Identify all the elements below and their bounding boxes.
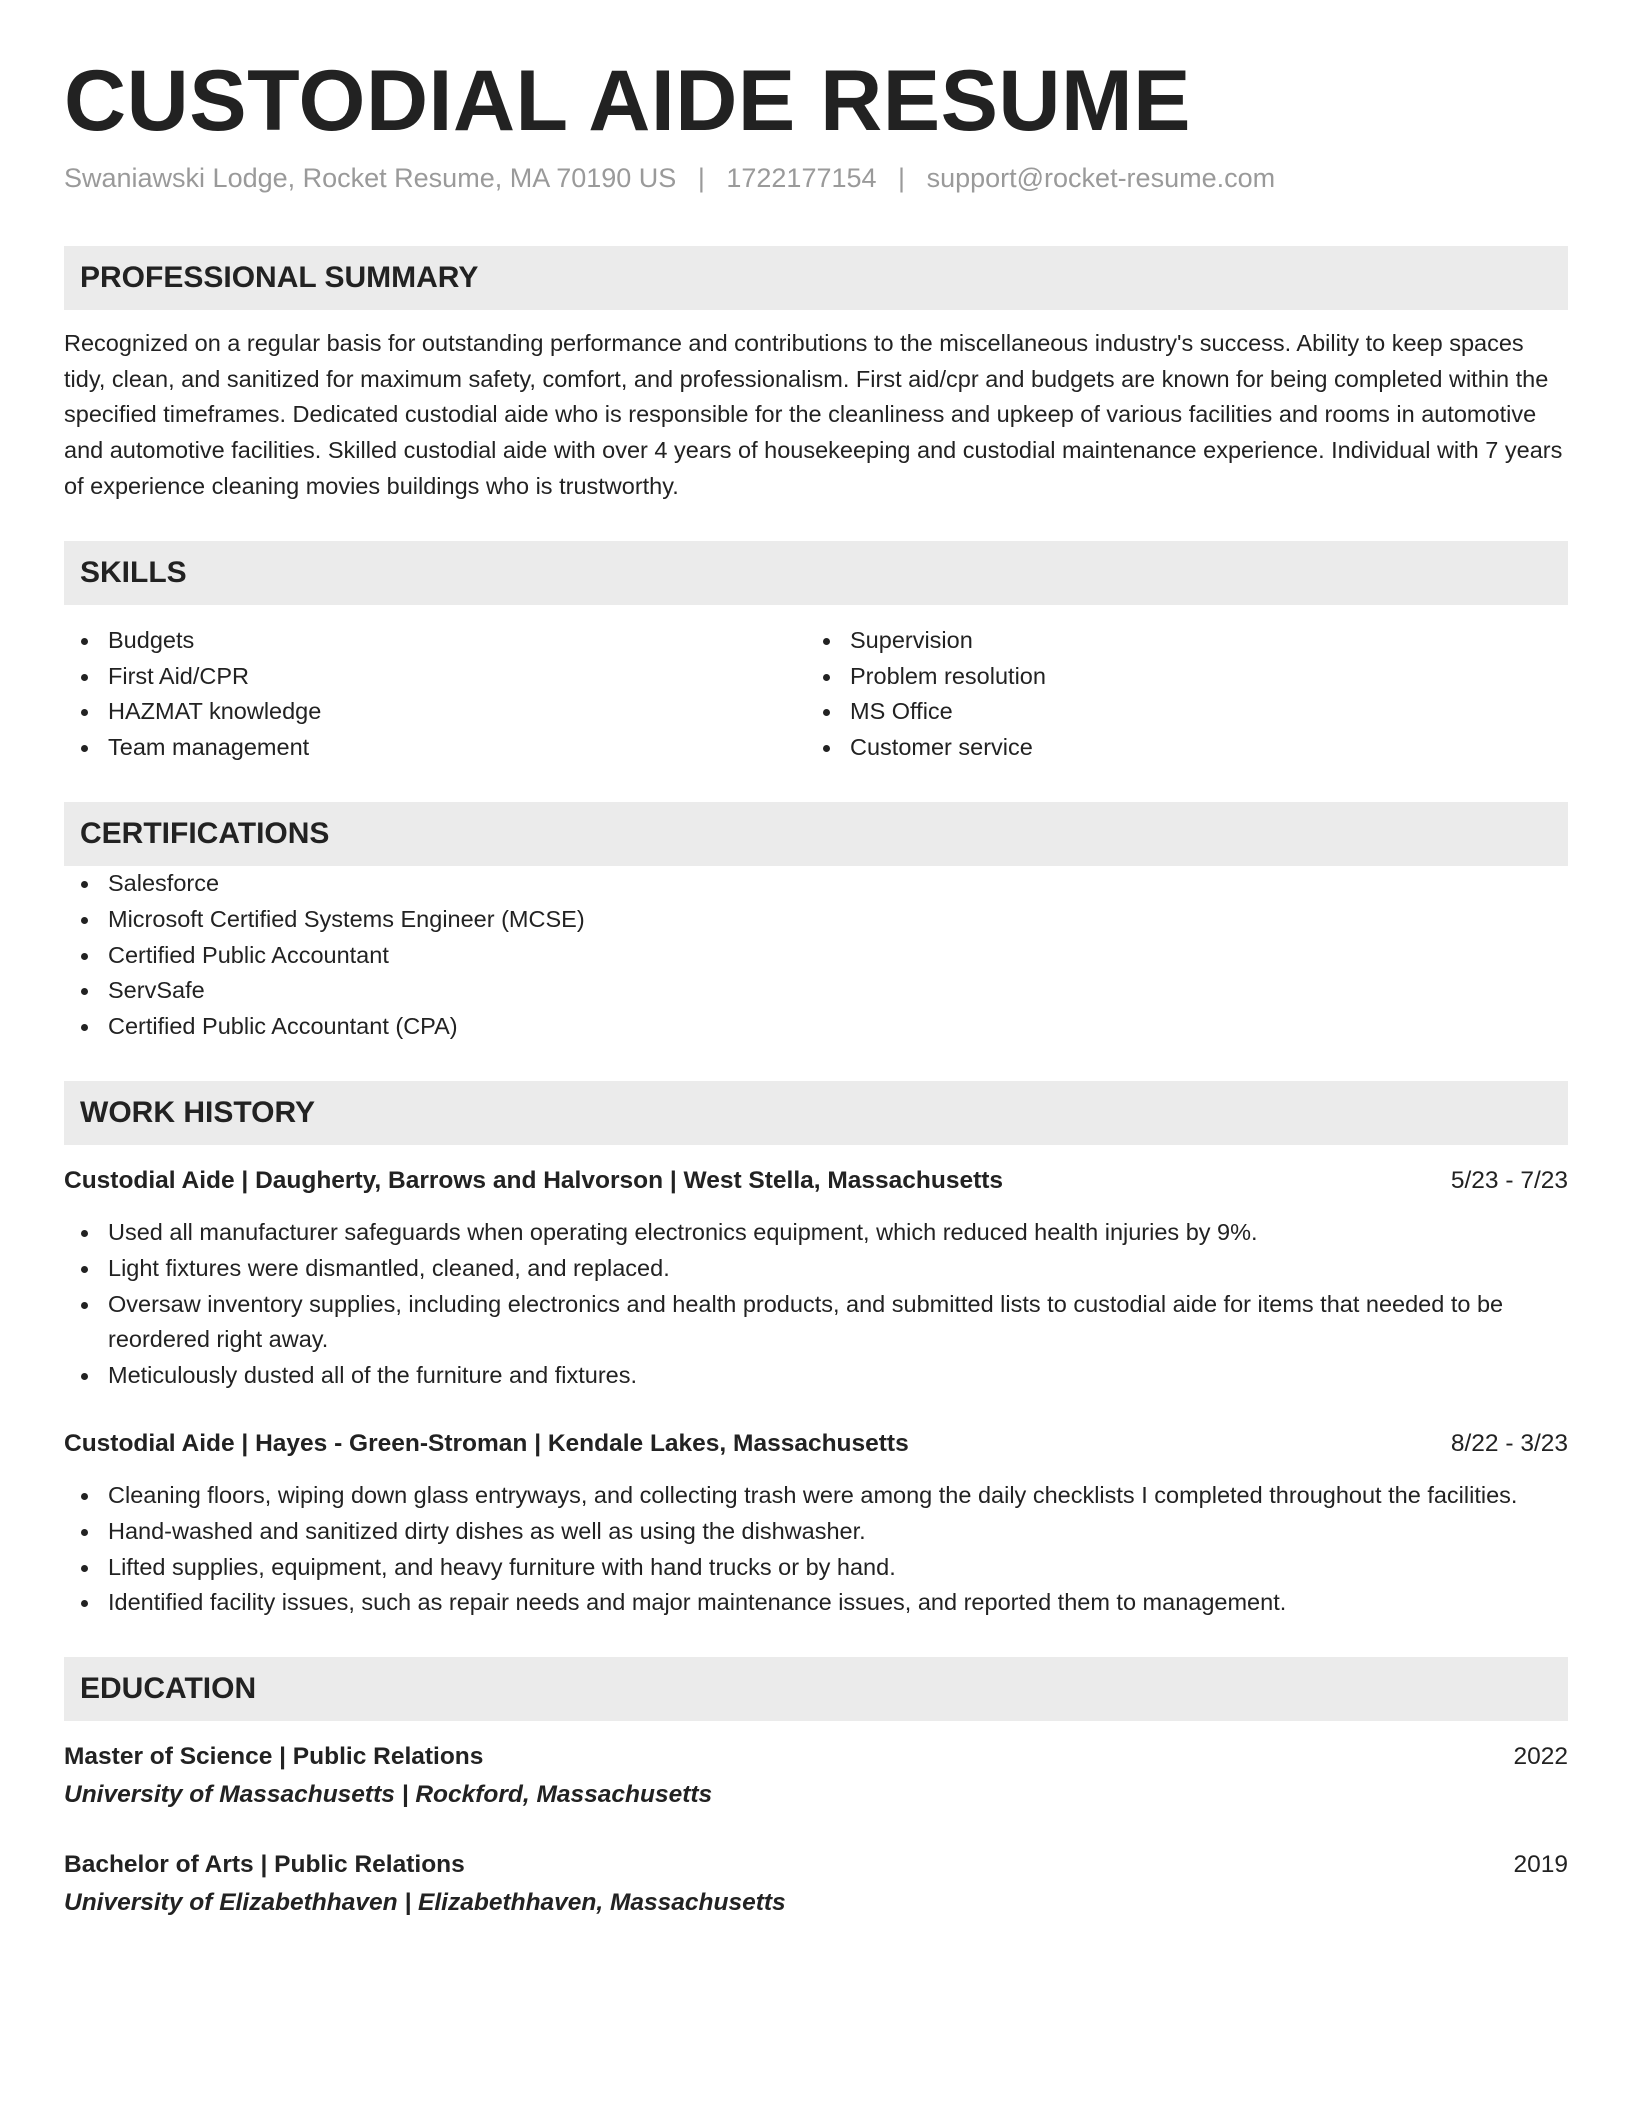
contact-address: Swaniawski Lodge, Rocket Resume, MA 70190 US xyxy=(64,162,677,193)
resume-page xyxy=(64,52,1568,1923)
job-bullets xyxy=(64,1478,1568,1621)
section-header-work-history: WORK HISTORY xyxy=(64,1081,1568,1145)
certification-item: Certified Public Accountant (CPA) xyxy=(64,1009,1568,1045)
job-bullet: Meticulously dusted all of the furniture and fixtures. xyxy=(64,1358,1568,1394)
skill-item: HAZMAT knowledge xyxy=(64,694,806,730)
education-year: 2022 xyxy=(1513,1743,1568,1771)
job-title: Custodial Aide | Hayes - Green-Stroman | Kendale Lakes, Massachusetts xyxy=(64,1430,909,1458)
education-entry xyxy=(64,1847,1568,1923)
contact-separator: | xyxy=(697,162,705,193)
skill-item: Supervision xyxy=(806,623,1548,659)
education-header xyxy=(64,1739,1568,1775)
job-bullets xyxy=(64,1215,1568,1394)
job-entry xyxy=(64,1163,1568,1394)
contact-email: support@rocket-resume.com xyxy=(926,162,1276,193)
education-header xyxy=(64,1847,1568,1883)
job-bullet: Hand-washed and sanitized dirty dishes as well as using the dishwasher. xyxy=(64,1514,1568,1550)
skills-list-left xyxy=(64,623,806,766)
certification-item: Microsoft Certified Systems Engineer (MCSE) xyxy=(64,902,1568,938)
job-bullet: Lifted supplies, equipment, and heavy furniture with hand trucks or by hand. xyxy=(64,1550,1568,1586)
job-title: Custodial Aide | Daugherty, Barrows and Halvorson | West Stella, Massachusetts xyxy=(64,1167,1004,1195)
education-degree: Master of Science | Public Relations xyxy=(64,1743,484,1771)
certification-item: Salesforce xyxy=(64,866,1568,902)
job-bullet: Light fixtures were dismantled, cleaned, and replaced. xyxy=(64,1251,1568,1287)
job-dates: 5/23 - 7/23 xyxy=(1450,1167,1568,1195)
skill-item: MS Office xyxy=(806,694,1548,730)
contact-line xyxy=(64,163,1568,194)
job-bullet: Oversaw inventory supplies, including electronics and health products, and submitted lists to custodial aide for items that needed to be reordered right away. xyxy=(64,1287,1568,1359)
skill-item: First Aid/CPR xyxy=(64,659,806,695)
skill-item: Customer service xyxy=(806,730,1548,766)
summary-text: Recognized on a regular basis for outstanding performance and contributions to the miscellaneous industry's success. Ability to keep spaces tidy, clean, and sanitized for maximum safety, comfort, and professionalism. First aid/cpr and budgets are known for being completed within the specified timeframes. Dedicated custodial aide who is responsible for the cleanliness and upkeep of various facilities and rooms in automotive and automotive facilities. Skilled custodial aide with over 4 years of housekeeping and custodial maintenance experience. Individual with 7 years of experience cleaning movies buildings who is trustworthy. xyxy=(64,329,1563,500)
contact-phone: 1722177154 xyxy=(726,162,877,193)
education-school: University of Massachusetts | Rockford, Massachusetts xyxy=(64,1781,713,1809)
section-header-certifications: CERTIFICATIONS xyxy=(64,802,1568,866)
job-dates: 8/22 - 3/23 xyxy=(1450,1430,1568,1458)
resume-title: CUSTODIAL AIDE RESUME xyxy=(64,53,1192,149)
education-year: 2019 xyxy=(1513,1851,1568,1879)
skills-list-right xyxy=(806,623,1548,766)
job-bullet: Cleaning floors, wiping down glass entryways, and collecting trash were among the daily checklists I completed throughout the facilities. xyxy=(64,1478,1568,1514)
section-header-summary: PROFESSIONAL SUMMARY xyxy=(64,246,1568,310)
skill-item: Budgets xyxy=(64,623,806,659)
job-header xyxy=(64,1426,1568,1462)
certifications-list xyxy=(64,866,1568,1045)
section-header-skills: SKILLS xyxy=(64,541,1568,605)
skills-grid xyxy=(64,623,1568,766)
section-header-education: EDUCATION xyxy=(64,1657,1568,1721)
job-header xyxy=(64,1163,1568,1199)
skill-item: Problem resolution xyxy=(806,659,1548,695)
job-entry xyxy=(64,1426,1568,1621)
certification-item: Certified Public Accountant xyxy=(64,938,1568,974)
job-bullet: Identified facility issues, such as repair needs and major maintenance issues, and reported them to management. xyxy=(64,1585,1568,1621)
education-entry xyxy=(64,1739,1568,1815)
education-degree: Bachelor of Arts | Public Relations xyxy=(64,1851,465,1879)
contact-separator: | xyxy=(898,162,906,193)
skill-item: Team management xyxy=(64,730,806,766)
education-school: University of Elizabethhaven | Elizabethhaven, Massachusetts xyxy=(64,1889,786,1917)
job-bullet: Used all manufacturer safeguards when operating electronics equipment, which reduced health injuries by 9%. xyxy=(64,1215,1568,1251)
certification-item: ServSafe xyxy=(64,973,1568,1009)
